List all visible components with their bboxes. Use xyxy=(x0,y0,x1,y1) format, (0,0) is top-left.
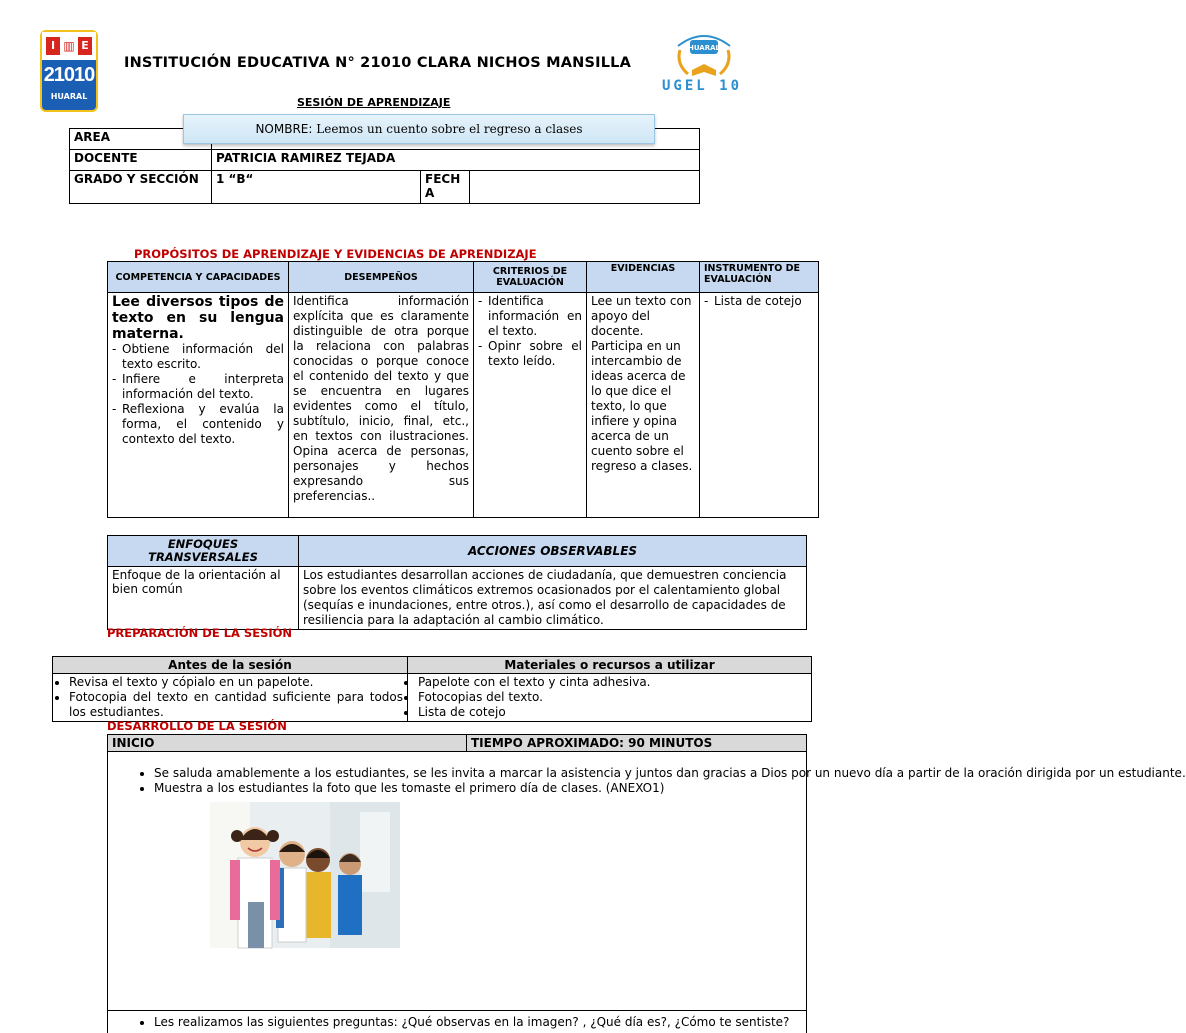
preparacion-table xyxy=(52,656,812,722)
logo-letter: I xyxy=(46,37,60,55)
propositos-heading: PROPÓSITOS DE APRENDIZAJE Y EVIDENCIAS DE APRENDIZAJE xyxy=(134,247,537,261)
desempenos-cell: Identifica información explícita que es claramente distinguible de otra porque la relaciona con palabras conocidas o porque conoce el contenido del texto y que se encuentra en lugares evidentes como el título, subtítulo, inicio, final, etc., en textos con ilustraciones. Opina acerca de personas, personajes y hechos expresando sus preferencias.. xyxy=(289,293,474,518)
criterio-item: - Identifica información en el texto. xyxy=(478,294,582,339)
competencia-title: Lee diversos tipos de texto en su lengua materna. xyxy=(112,294,284,342)
materiales-item: • Lista de cotejo xyxy=(418,705,807,720)
desarrollo-table xyxy=(107,734,807,1033)
instrumento-item: - Lista de cotejo xyxy=(704,294,814,309)
docente-value: PATRICIA RAMIREZ TEJADA xyxy=(212,150,700,171)
tiempo-label: TIEMPO APROXIMADO: 90 MINUTOS xyxy=(467,735,807,752)
col-criterios: CRITERIOS DE EVALUACIÓN xyxy=(474,262,587,293)
capacidad-item: - Reflexiona y evalúa la forma, el contenido y contexto del texto. xyxy=(112,402,284,447)
ugel-badge: HUARAL xyxy=(688,44,721,52)
inicio-content xyxy=(108,752,807,1011)
logo-letters xyxy=(42,32,96,60)
docente-label: DOCENTE xyxy=(70,150,212,171)
inicio-last xyxy=(108,1011,807,1033)
materiales-item: • Fotocopias del texto. xyxy=(418,690,807,705)
materiales-list xyxy=(412,675,807,720)
instrumento-list xyxy=(704,294,814,309)
inicio-item: • Les realizamos las siguientes preguntas: ¿Qué observas en la imagen? , ¿Qué día es?, ¿Cómo te sentiste? xyxy=(154,1015,798,1029)
preparacion-heading: PREPARACIÓN DE LA SESIÓN xyxy=(107,626,292,640)
inicio-last-list xyxy=(130,1015,798,1029)
capacidad-item: - Infiere e interpreta información del texto. xyxy=(112,372,284,402)
logo-sub: HUARAL xyxy=(42,92,96,101)
inicio-list xyxy=(130,766,798,796)
criterio-item: - Opinr sobre el texto leído. xyxy=(478,339,582,369)
antes-item: • Revisa el texto y cópialo en un papelote. xyxy=(69,675,403,690)
logo-number: 21010 xyxy=(42,64,96,87)
col-enfoques: ENFOQUES TRANSVERSALES xyxy=(108,536,299,567)
inicio-item: • Muestra a los estudiantes la foto que les tomaste el primero día de clases. (ANEXO1) xyxy=(154,781,798,796)
antes-cell xyxy=(53,674,408,722)
banner-value: Leemos un cuento sobre el regreso a clases xyxy=(316,122,582,136)
area-label: AREA xyxy=(70,129,212,150)
col-acciones: ACCIONES OBSERVABLES xyxy=(299,536,807,567)
col-desempenos: DESEMPEÑOS xyxy=(289,262,474,293)
enfoques-table xyxy=(107,535,807,630)
ugel-label: UGEL 10 xyxy=(662,78,742,94)
materiales-item: • Papelote con el texto y cinta adhesiva. xyxy=(418,675,807,690)
inicio-label: INICIO xyxy=(108,735,467,752)
enfoque-cell: Enfoque de la orientación al bien común xyxy=(108,567,299,630)
capacidad-item: - Obtiene información del texto escrito. xyxy=(112,342,284,372)
session-name-banner xyxy=(183,114,655,144)
evidencias-cell: Lee un texto con apoyo del docente. Participa en un intercambio de ideas acerca de lo que dice el texto, lo que infiere y opina acerca de un cuento sobre el regreso a clases. xyxy=(587,293,700,518)
col-antes: Antes de la sesión xyxy=(53,657,408,674)
fecha-label: FECHA xyxy=(421,171,470,204)
banner-label: NOMBRE: xyxy=(255,122,312,136)
students-photo xyxy=(210,802,400,948)
competencia-cell xyxy=(108,293,289,518)
propositos-table xyxy=(107,261,819,518)
grado-value: 1 “B“ xyxy=(212,171,421,204)
capacidades-list xyxy=(112,342,284,447)
desarrollo-heading: DESARROLLO DE LA SESIÓN xyxy=(107,719,287,733)
school-logo xyxy=(40,30,98,112)
inicio-item: • Se saluda amablemente a los estudiantes, se les invita a marcar la asistencia y juntos dan gracias a Dios por un nuevo día a partir de la oración dirigida por un estudiante. xyxy=(154,766,798,781)
grado-label: GRADO Y SECCIÓN xyxy=(70,171,212,204)
antes-item: • Fotocopia del texto en cantidad suficiente para todos los estudiantes. xyxy=(69,690,403,720)
logo-book-icon: ▥ xyxy=(62,37,76,55)
fecha-value xyxy=(470,171,700,204)
col-evidencias: EVIDENCIAS xyxy=(587,262,700,293)
materiales-cell xyxy=(408,674,812,722)
criterios-list xyxy=(478,294,582,369)
col-competencia: COMPETENCIA Y CAPACIDADES xyxy=(108,262,289,293)
antes-list xyxy=(57,675,403,720)
session-title: SESIÓN DE APRENDIZAJE xyxy=(297,96,450,109)
col-instrumento: INSTRUMENTO DE EVALUACIÓN xyxy=(700,262,819,293)
logo-letter: E xyxy=(78,37,92,55)
acciones-cell: Los estudiantes desarrollan acciones de ciudadanía, que demuestren conciencia sobre los eventos climáticos extremos ocasionados por el calentamiento global (sequías e inundaciones, entre otros.), así como el desarrollo de capacidades de resiliencia para la adaptación al cambio climático. xyxy=(299,567,807,630)
col-materiales: Materiales o recursos a utilizar xyxy=(408,657,812,674)
criterios-cell xyxy=(474,293,587,518)
instrumento-cell xyxy=(700,293,819,518)
school-title: INSTITUCIÓN EDUCATIVA N° 21010 CLARA NICHOS MANSILLA xyxy=(124,55,631,71)
